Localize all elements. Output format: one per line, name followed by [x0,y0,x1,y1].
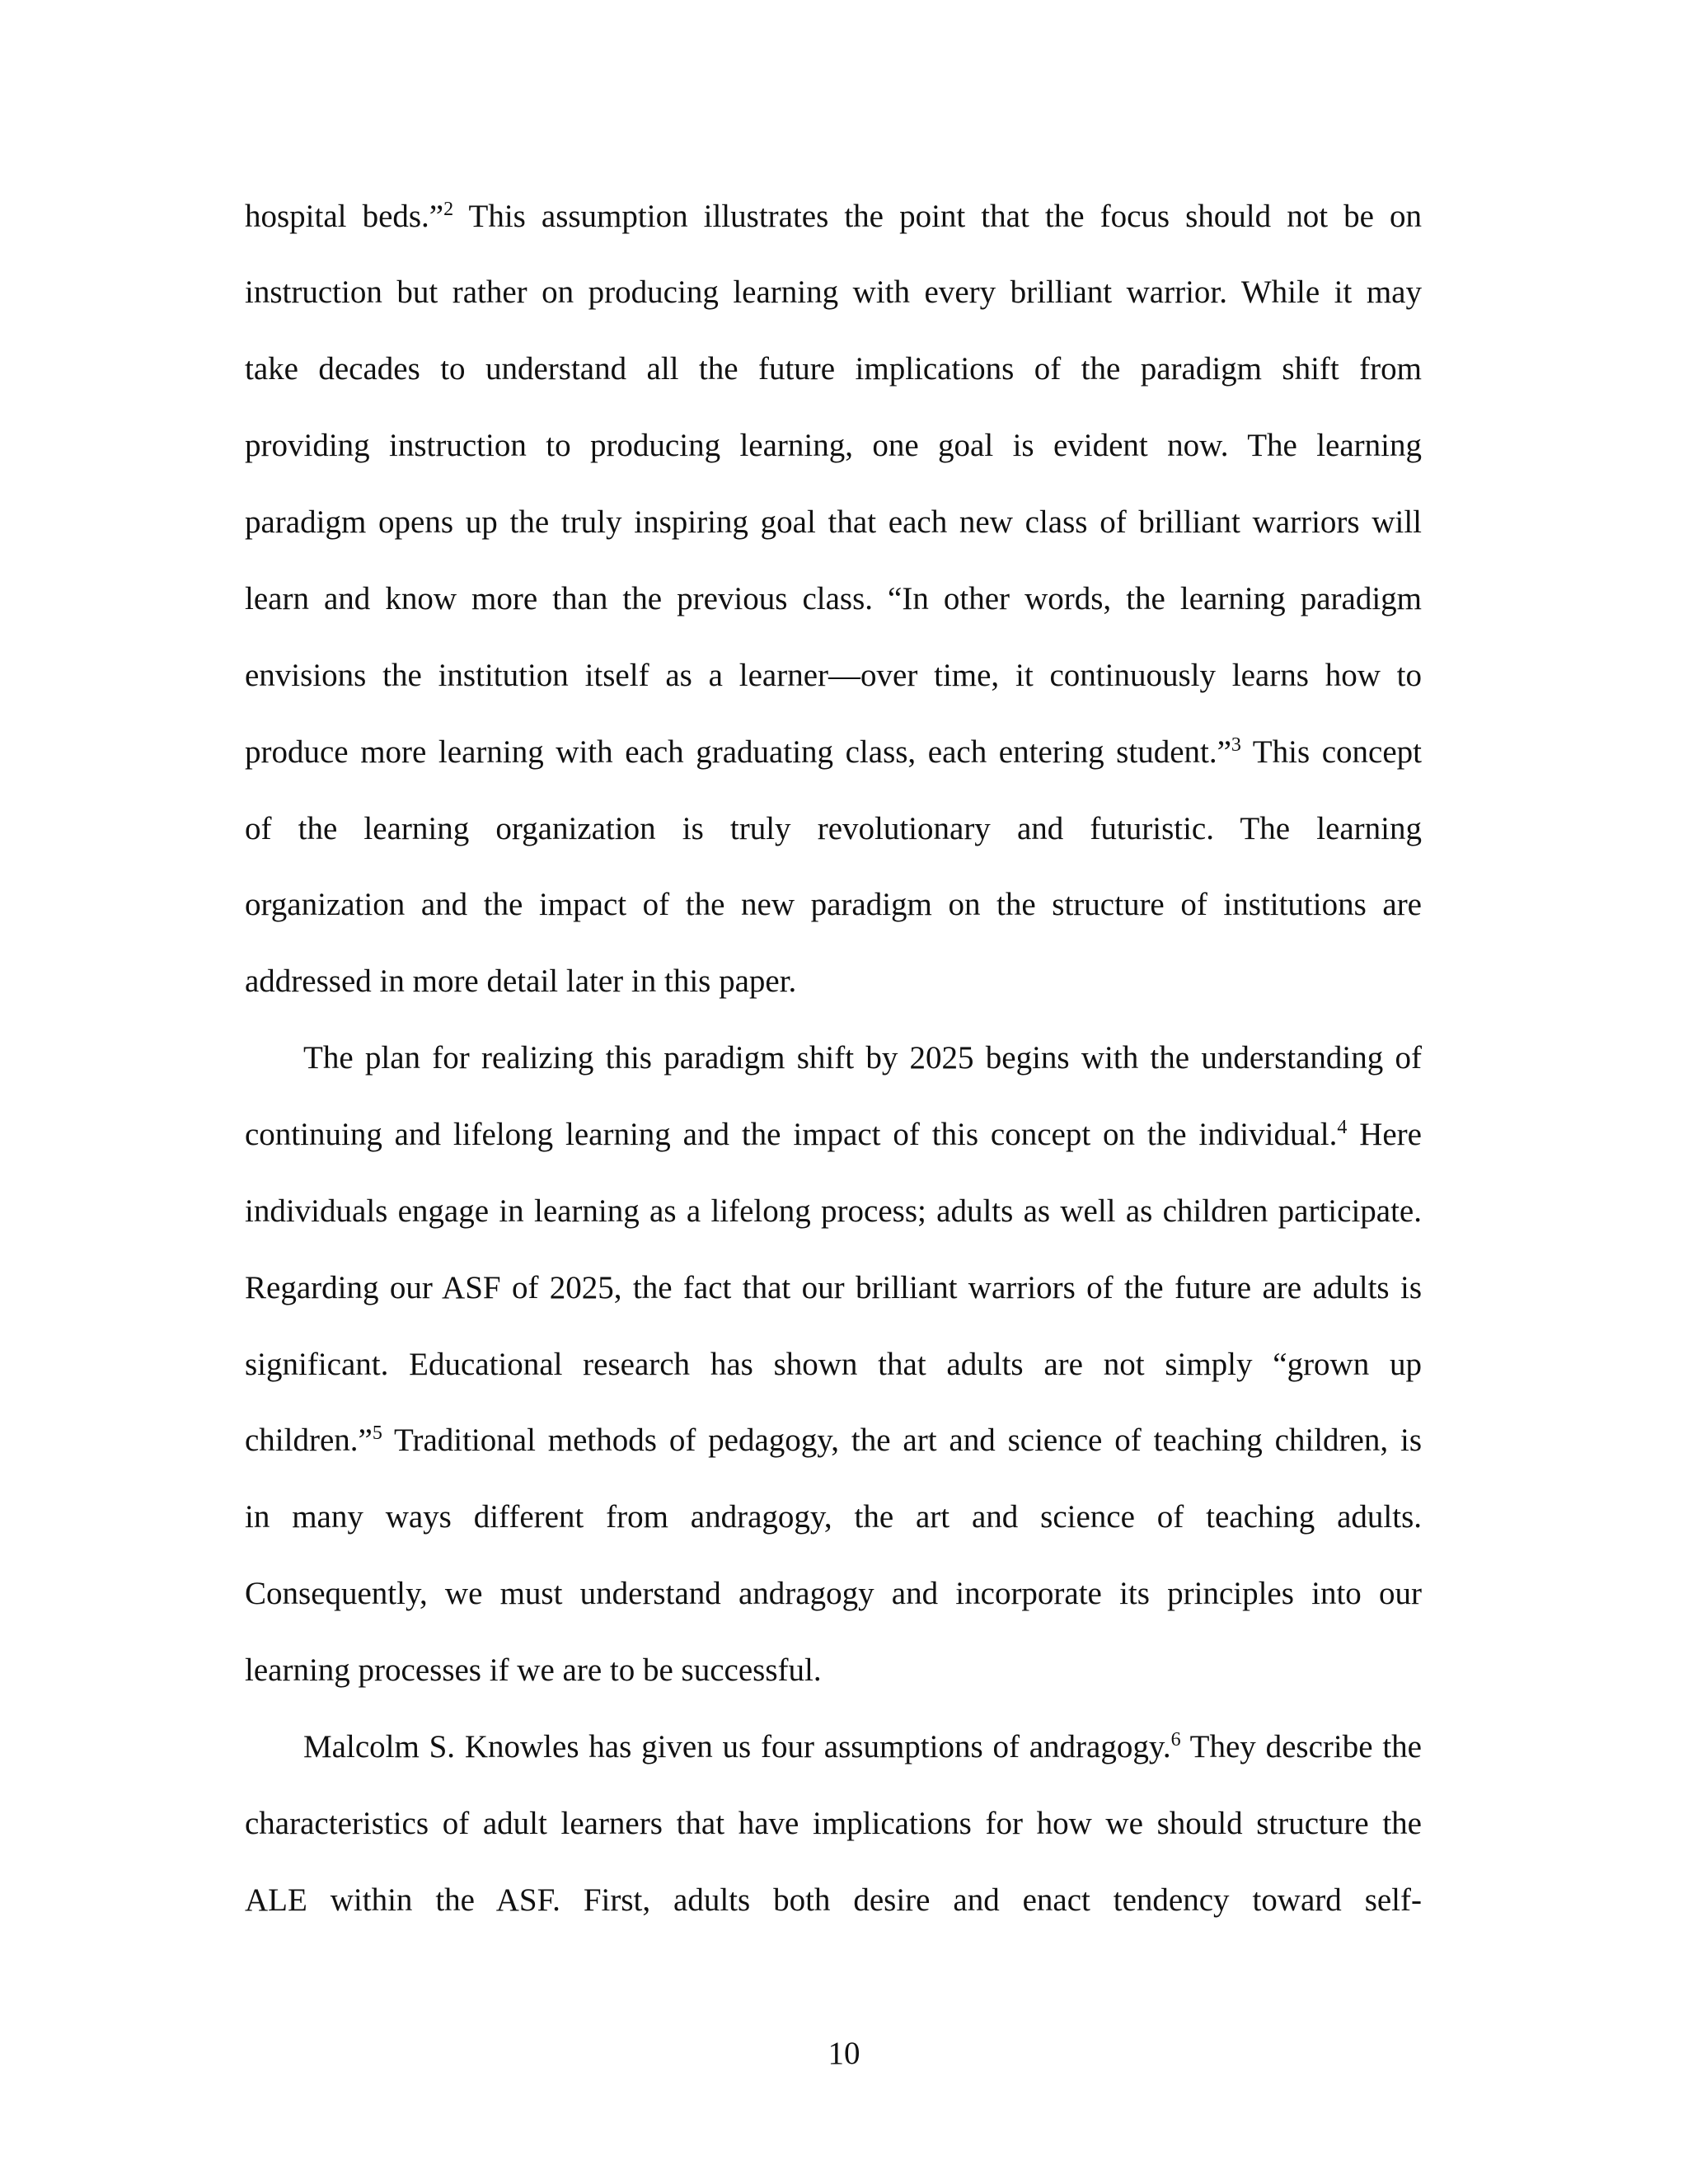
page-number: 10 [828,2036,860,2071]
text-line: learning processes if we are to be successful. [245,1652,822,1688]
text-line: organization and the impact of the new paradigm on the structure of institutions are [245,887,1422,922]
text-line: instruction but rather on producing learning with every brilliant warrior. While it may [245,274,1422,310]
text-line: characteristics of adult learners that have implications for how we should structure the [245,1806,1422,1841]
footnote-marker: 4 [1337,1117,1348,1138]
text-line: providing instruction to producing learning, one goal is evident now. The learning [245,428,1422,463]
footnote-marker: 5 [372,1422,382,1444]
text-line: The plan for realizing this paradigm shift by 2025 begins with the understanding of [303,1040,1422,1076]
text-line: addressed in more detail later in this paper. [245,963,797,999]
text-line: Consequently, we must understand andragogy and incorporate its principles into our [245,1576,1422,1611]
text-line: individuals engage in learning as a lifelong process; adults as well as children participate. [245,1193,1422,1229]
text-line: take decades to understand all the future implications of the paradigm shift from [245,351,1422,387]
footnote-marker: 6 [1170,1729,1181,1750]
text-line: produce more learning with each graduating class, each entering student.”$^3$ This concept [245,734,1422,770]
text-line: in many ways different from andragogy, the art and science of teaching adults. [245,1499,1422,1535]
text-line: Regarding our ASF of 2025, the fact that our brilliant warriors of the future are adults is [245,1270,1422,1305]
text-line: continuing and lifelong learning and the impact of this concept on the individual.$^4$ Here [245,1117,1422,1152]
text-line: ALE within the ASF. First, adults both desire and enact tendency toward self- [245,1882,1422,1918]
text-line: children.”$^5$ Traditional methods of pedagogy, the art and science of teaching children, is [245,1422,1422,1458]
text-line: of the learning organization is truly revolutionary and futuristic. The learning [245,811,1422,846]
text-line: envisions the institution itself as a learner—over time, it continuously learns how to [245,658,1422,693]
text-line: hospital beds.”$^2$ This assumption illustrates the point that the focus should not be on [245,199,1422,234]
footnote-marker: 2 [443,199,454,220]
text-line: paradigm opens up the truly inspiring goal that each new class of brilliant warriors will [245,504,1422,540]
footnote-marker: 3 [1231,734,1241,756]
text-line: learn and know more than the previous class. “In other words, the learning paradigm [245,581,1422,616]
text-line: Malcolm S. Knowles has given us four assumptions of andragogy.$^6$ They describe the [303,1729,1422,1765]
text-line: significant. Educational research has shown that adults are not simply “grown up [245,1347,1422,1382]
